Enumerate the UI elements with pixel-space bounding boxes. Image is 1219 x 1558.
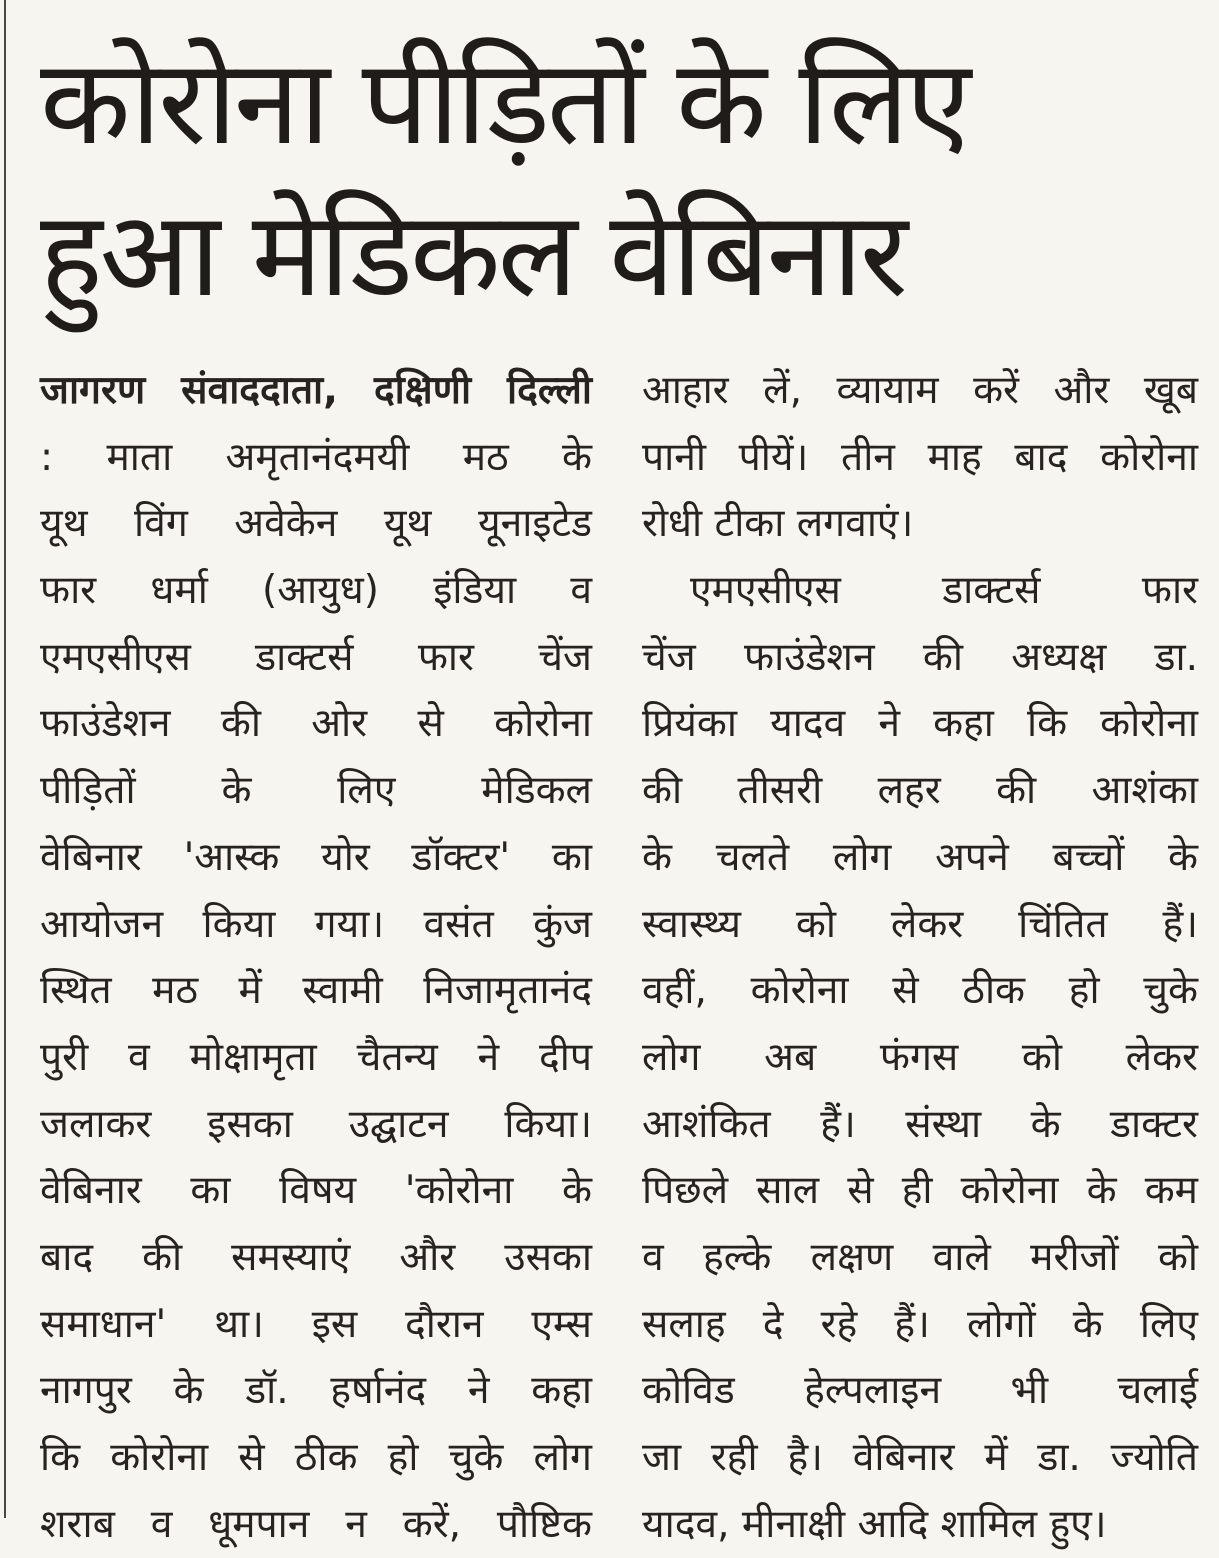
body-line: फाउंडेशन की ओर से कोरोना (40, 701, 592, 747)
article-column-2 (642, 358, 1198, 1547)
headline-line-2: हुआ मेडिकल वेबिनार (40, 185, 906, 323)
body-line: पीड़ितों के लिए मेडिकल (40, 768, 592, 814)
body-line: बाद की समस्याएं और उसका (40, 1234, 592, 1280)
body-line: पानी पीयें। तीन माह बाद कोरोना (642, 434, 1198, 480)
body-line: नागपुर के डॉ. हर्षानंद ने कहा (40, 1368, 592, 1414)
body-line: सलाह दे रहे हैं। लोगों के लिए (642, 1301, 1198, 1347)
body-line: आशंकित हैं। संस्था के डाक्टर (642, 1101, 1198, 1147)
body-line: आहार लें, व्यायाम करें और खूब (642, 368, 1198, 413)
body-line: लोग अब फंगस को लेकर (642, 1034, 1198, 1080)
headline (40, 26, 1210, 330)
body-line: शराब व धूमपान न करें, पौष्टिक (40, 1501, 592, 1547)
byline: जागरण संवाददाता, दक्षिणी दिल्ली (40, 368, 592, 413)
body-line: आयोजन किया गया। वसंत कुंज (40, 901, 592, 947)
body-line: व हल्के लक्षण वाले मरीजों को (642, 1234, 1198, 1280)
body-line: जा रही है। वेबिनार में डा. ज्योति (642, 1435, 1198, 1480)
body-line: यादव, मीनाक्षी आदि शामिल हुए। (642, 1501, 1107, 1547)
body-line: एमएसीएस डाक्टर्स फार चेंज (40, 634, 592, 680)
body-line: वहीं, कोरोना से ठीक हो चुके (642, 968, 1198, 1014)
body-line: वेबिनार 'आस्क योर डॉक्टर' का (40, 834, 592, 880)
body-line: समाधान' था। इस दौरान एम्स (40, 1301, 592, 1347)
body-line: के चलते लोग अपने बच्चों के (642, 834, 1198, 880)
body-line: वेबिनार का विषय 'कोरोना के (40, 1168, 592, 1214)
body-line: फार धर्मा (आयुध) इंडिया व (40, 568, 592, 614)
body-line: चेंज फाउंडेशन की अध्यक्ष डा. (642, 634, 1198, 680)
body-line: पुरी व मोक्षामृता चैतन्य ने दीप (40, 1034, 592, 1080)
body-line: जलाकर इसका उद्घाटन किया। (40, 1101, 592, 1147)
body-line: कि कोरोना से ठीक हो चुके लोग (40, 1435, 592, 1480)
body-line: स्थित मठ में स्वामी निजामृतानंद (40, 968, 592, 1014)
column-divider-rule (4, 0, 6, 1518)
headline-line-1: कोरोना पीड़ितों के लिए (40, 33, 969, 171)
article-column-1 (40, 358, 592, 1547)
paragraph-first-line: एमएसीएस डाक्टर्स फार (690, 568, 1198, 614)
body-line: रोधी टीका लगवाएं। (642, 501, 914, 547)
body-line: प्रियंका यादव ने कहा कि कोरोना (642, 701, 1198, 747)
body-line: कोविड हेल्पलाइन भी चलाई (642, 1368, 1198, 1414)
body-line: यूथ विंग अवेकेन यूथ यूनाइटेड (40, 501, 592, 547)
body-line: स्वास्थ्य को लेकर चिंतित हैं। (642, 901, 1198, 947)
body-line: की तीसरी लहर की आशंका (642, 768, 1198, 814)
body-line: पिछले साल से ही कोरोना के कम (642, 1168, 1198, 1214)
body-line: : माता अमृतानंदमयी मठ के (40, 434, 592, 480)
